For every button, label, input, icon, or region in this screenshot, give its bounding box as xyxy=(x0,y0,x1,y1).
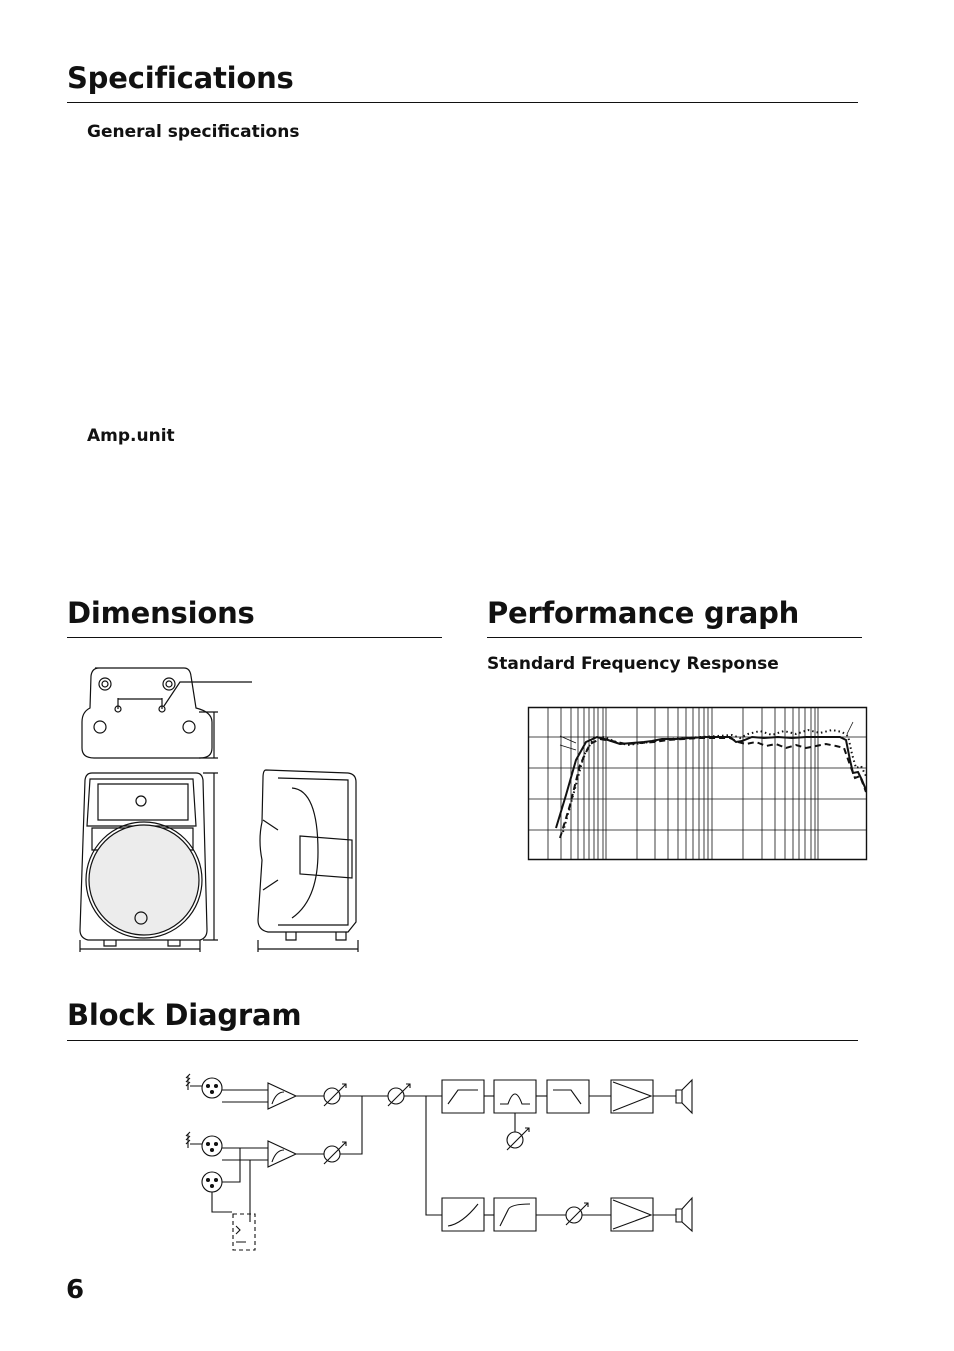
block-diagram xyxy=(180,1068,700,1258)
performance-graph-heading: Performance graph xyxy=(487,596,800,630)
performance-rule xyxy=(487,637,862,638)
frequency-response-graph xyxy=(528,706,868,861)
specifications-rule xyxy=(67,102,858,103)
dimensions-heading: Dimensions xyxy=(67,596,255,630)
dimensions-drawing xyxy=(60,655,380,960)
amp-unit-heading: Amp.unit xyxy=(87,426,175,446)
general-specifications-heading: General specifications xyxy=(87,122,300,142)
specifications-heading: Specifications xyxy=(67,61,294,95)
block-diagram-heading: Block Diagram xyxy=(67,998,302,1032)
frequency-response-heading: Standard Frequency Response xyxy=(487,654,779,674)
block-diagram-rule xyxy=(67,1040,858,1041)
page-number: 6 xyxy=(66,1275,85,1305)
dimensions-rule xyxy=(67,637,442,638)
